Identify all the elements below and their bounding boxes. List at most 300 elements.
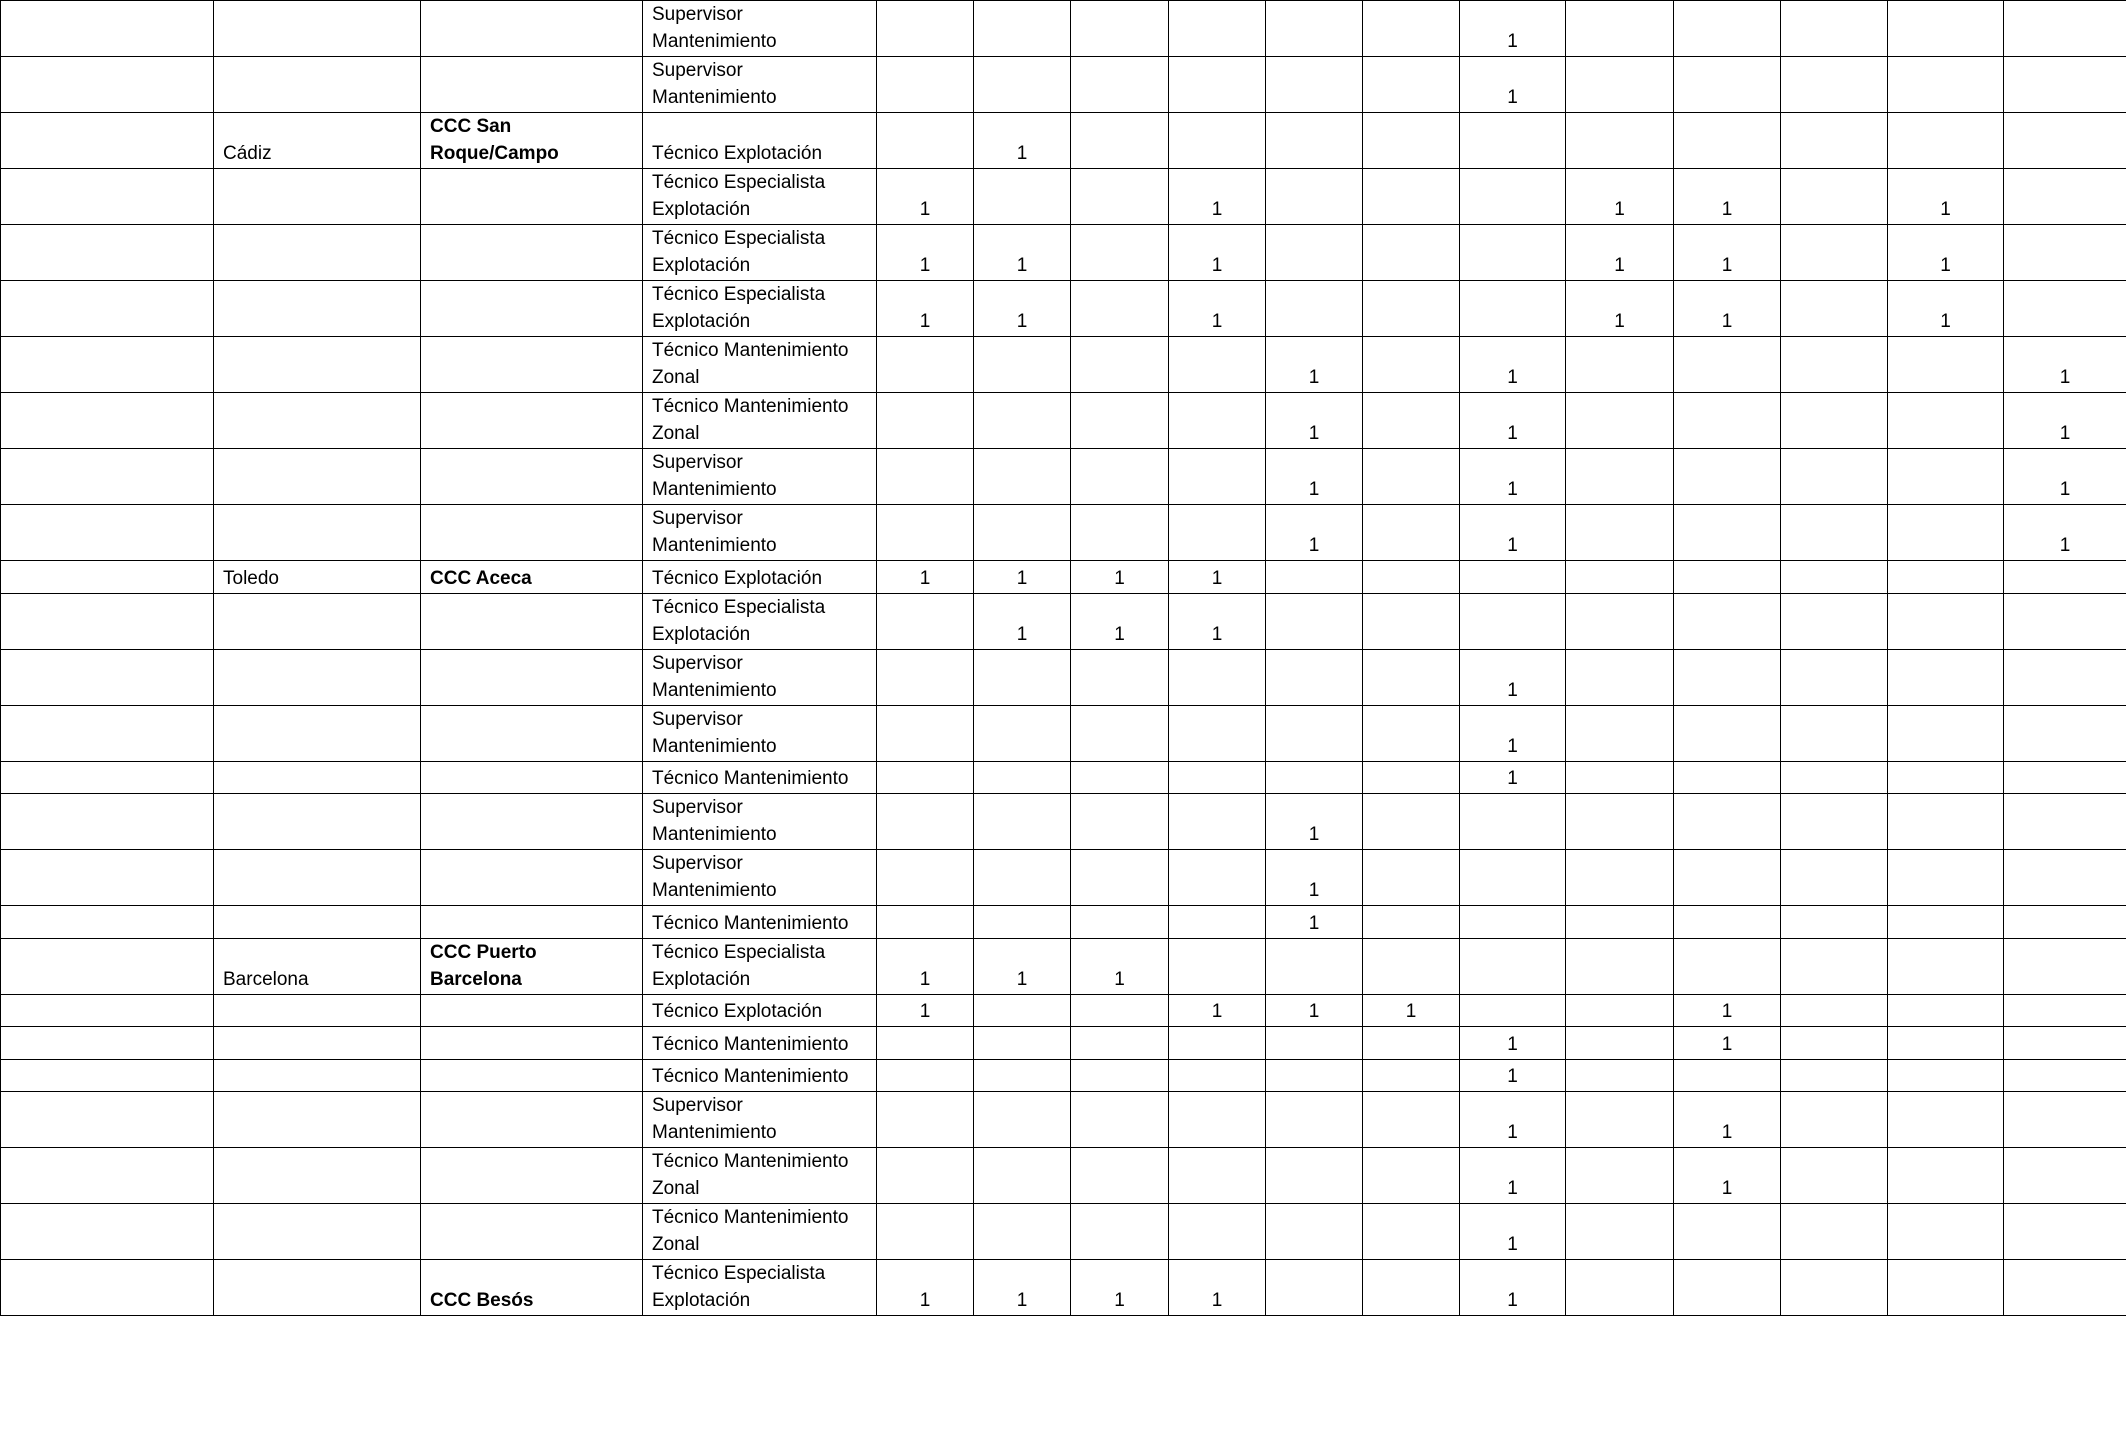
region-cell [214, 761, 421, 794]
region-cell [214, 1148, 421, 1204]
value-cell [1071, 994, 1169, 1027]
role-cell: Supervisor Mantenimiento [643, 505, 877, 561]
value-cell [1363, 850, 1460, 906]
plant-cell [421, 281, 643, 337]
value-cell: 1 [1460, 393, 1566, 449]
value-cell [1566, 113, 1674, 169]
blank-cell [1, 705, 214, 761]
table-row [1, 1092, 2126, 1148]
value-cell [1781, 561, 1888, 594]
value-cell [1888, 649, 2004, 705]
value-cell [1674, 1059, 1781, 1092]
value-cell [1888, 561, 2004, 594]
value-cell: 1 [1266, 850, 1363, 906]
value-cell [1781, 449, 1888, 505]
value-cell: 1 [1169, 593, 1266, 649]
value-cell [1363, 761, 1460, 794]
value-cell [2004, 1204, 2126, 1260]
value-cell [1674, 393, 1781, 449]
value-cell [1460, 225, 1566, 281]
plant-cell [421, 1027, 643, 1060]
value-cell: 1 [974, 561, 1071, 594]
role-cell: Técnico Explotación [643, 561, 877, 594]
role-cell: Técnico Especialista Explotación [643, 281, 877, 337]
value-cell [1363, 1059, 1460, 1092]
region-cell [214, 1204, 421, 1260]
blank-cell [1, 906, 214, 939]
value-cell: 1 [877, 225, 974, 281]
value-cell [1071, 505, 1169, 561]
value-cell [1781, 794, 1888, 850]
value-cell: 1 [1674, 1092, 1781, 1148]
value-cell [1888, 1148, 2004, 1204]
value-cell: 1 [1674, 1027, 1781, 1060]
value-cell [1781, 393, 1888, 449]
blank-cell [1, 794, 214, 850]
value-cell [877, 1148, 974, 1204]
role-cell: Supervisor Mantenimiento [643, 850, 877, 906]
value-cell [1674, 1, 1781, 57]
value-cell [1674, 593, 1781, 649]
value-cell [1888, 57, 2004, 113]
role-cell: Supervisor Mantenimiento [643, 794, 877, 850]
value-cell [1266, 1204, 1363, 1260]
value-cell [1169, 761, 1266, 794]
value-cell: 1 [1460, 1260, 1566, 1316]
region-cell [214, 1059, 421, 1092]
value-cell [1071, 449, 1169, 505]
value-cell: 1 [1363, 994, 1460, 1027]
value-cell [1674, 561, 1781, 594]
blank-cell [1, 561, 214, 594]
value-cell: 1 [877, 994, 974, 1027]
value-cell [1781, 705, 1888, 761]
plant-cell [421, 1204, 643, 1260]
blank-cell [1, 1, 214, 57]
blank-cell [1, 281, 214, 337]
value-cell [1071, 1027, 1169, 1060]
region-cell [214, 337, 421, 393]
value-cell [1888, 1204, 2004, 1260]
value-cell [877, 649, 974, 705]
value-cell [2004, 281, 2126, 337]
value-cell [1071, 225, 1169, 281]
value-cell [2004, 561, 2126, 594]
value-cell: 1 [2004, 449, 2126, 505]
value-cell [877, 337, 974, 393]
value-cell [1888, 794, 2004, 850]
value-cell [1071, 337, 1169, 393]
value-cell [877, 1092, 974, 1148]
plant-cell [421, 169, 643, 225]
value-cell [1566, 761, 1674, 794]
region-cell [214, 449, 421, 505]
value-cell [1460, 113, 1566, 169]
value-cell [1266, 113, 1363, 169]
role-cell: Técnico Especialista Explotación [643, 938, 877, 994]
table-row [1, 449, 2126, 505]
value-cell: 1 [2004, 505, 2126, 561]
value-cell: 1 [1460, 1059, 1566, 1092]
role-cell: Técnico Mantenimiento Zonal [643, 337, 877, 393]
value-cell: 1 [1674, 169, 1781, 225]
value-cell [1460, 794, 1566, 850]
value-cell [1781, 113, 1888, 169]
value-cell [1888, 1, 2004, 57]
value-cell: 1 [974, 938, 1071, 994]
plant-cell [421, 649, 643, 705]
value-cell: 1 [1460, 57, 1566, 113]
value-cell [1566, 705, 1674, 761]
value-cell [1460, 169, 1566, 225]
value-cell [1674, 449, 1781, 505]
value-cell [974, 761, 1071, 794]
value-cell [974, 505, 1071, 561]
value-cell [2004, 1148, 2126, 1204]
value-cell [1363, 1260, 1460, 1316]
region-cell [214, 1092, 421, 1148]
value-cell [1266, 1092, 1363, 1148]
value-cell [1566, 393, 1674, 449]
table-row [1, 1, 2126, 57]
value-cell [1169, 794, 1266, 850]
role-cell: Técnico Mantenimiento [643, 906, 877, 939]
value-cell [1266, 761, 1363, 794]
region-cell [214, 1, 421, 57]
value-cell [1363, 113, 1460, 169]
value-cell [1169, 1027, 1266, 1060]
value-cell [1566, 1092, 1674, 1148]
value-cell [974, 449, 1071, 505]
region-cell [214, 169, 421, 225]
value-cell: 1 [1460, 505, 1566, 561]
value-cell [1460, 281, 1566, 337]
value-cell: 1 [1169, 169, 1266, 225]
plant-cell [421, 1148, 643, 1204]
value-cell [1566, 449, 1674, 505]
value-cell [1674, 113, 1781, 169]
value-cell [1169, 938, 1266, 994]
value-cell [1460, 906, 1566, 939]
value-cell [974, 705, 1071, 761]
value-cell: 1 [2004, 337, 2126, 393]
role-cell: Técnico Mantenimiento [643, 1027, 877, 1060]
value-cell [1363, 169, 1460, 225]
value-cell [1674, 505, 1781, 561]
table-row [1, 705, 2126, 761]
value-cell [1888, 1027, 2004, 1060]
table-row [1, 794, 2126, 850]
value-cell [974, 393, 1071, 449]
value-cell [2004, 761, 2126, 794]
value-cell [2004, 794, 2126, 850]
value-cell [1674, 938, 1781, 994]
role-cell: Técnico Mantenimiento Zonal [643, 1204, 877, 1260]
plant-cell: CCC Besós [421, 1260, 643, 1316]
value-cell [1266, 57, 1363, 113]
value-cell [2004, 1, 2126, 57]
region-cell [214, 393, 421, 449]
plant-cell [421, 57, 643, 113]
value-cell: 1 [1266, 449, 1363, 505]
value-cell: 1 [1888, 225, 2004, 281]
value-cell: 1 [1888, 169, 2004, 225]
value-cell: 1 [1266, 794, 1363, 850]
value-cell [2004, 649, 2126, 705]
value-cell [1363, 1027, 1460, 1060]
table-row [1, 938, 2126, 994]
table-row [1, 649, 2126, 705]
value-cell [1169, 850, 1266, 906]
value-cell [1071, 1, 1169, 57]
value-cell [1566, 505, 1674, 561]
value-cell [1071, 794, 1169, 850]
value-cell: 1 [1460, 1, 1566, 57]
value-cell [1071, 1059, 1169, 1092]
value-cell [1363, 1148, 1460, 1204]
value-cell [1566, 1148, 1674, 1204]
value-cell [1566, 337, 1674, 393]
value-cell [2004, 113, 2126, 169]
value-cell [2004, 1027, 2126, 1060]
value-cell [1888, 761, 2004, 794]
value-cell [1888, 906, 2004, 939]
plant-cell [421, 593, 643, 649]
value-cell [1266, 1260, 1363, 1316]
value-cell [1071, 169, 1169, 225]
value-cell [1363, 505, 1460, 561]
value-cell [1169, 906, 1266, 939]
value-cell [1888, 705, 2004, 761]
value-cell [1674, 1204, 1781, 1260]
value-cell [974, 794, 1071, 850]
value-cell [1363, 649, 1460, 705]
value-cell [1566, 649, 1674, 705]
value-cell [1888, 337, 2004, 393]
value-cell: 1 [1674, 225, 1781, 281]
value-cell [2004, 906, 2126, 939]
value-cell [1363, 705, 1460, 761]
blank-cell [1, 505, 214, 561]
value-cell [1781, 57, 1888, 113]
value-cell [1888, 1092, 2004, 1148]
value-cell [1363, 1204, 1460, 1260]
value-cell [1071, 113, 1169, 169]
region-cell [214, 281, 421, 337]
value-cell [1266, 1027, 1363, 1060]
role-cell: Técnico Mantenimiento [643, 761, 877, 794]
table-row [1, 225, 2126, 281]
value-cell [974, 649, 1071, 705]
role-cell: Supervisor Mantenimiento [643, 649, 877, 705]
region-cell [214, 906, 421, 939]
value-cell [877, 794, 974, 850]
plant-cell: CCC Aceca [421, 561, 643, 594]
value-cell [1071, 850, 1169, 906]
region-cell [214, 1027, 421, 1060]
value-cell [1781, 1204, 1888, 1260]
value-cell [2004, 938, 2126, 994]
blank-cell [1, 1092, 214, 1148]
table-row [1, 337, 2126, 393]
value-cell [1363, 1, 1460, 57]
role-cell: Técnico Explotación [643, 113, 877, 169]
value-cell [1071, 906, 1169, 939]
value-cell [1460, 994, 1566, 1027]
region-cell [214, 225, 421, 281]
value-cell: 1 [1674, 281, 1781, 337]
value-cell [1460, 561, 1566, 594]
region-cell: Toledo [214, 561, 421, 594]
value-cell [1169, 449, 1266, 505]
value-cell [1674, 850, 1781, 906]
value-cell [1674, 794, 1781, 850]
table-row [1, 281, 2126, 337]
table-row [1, 393, 2126, 449]
value-cell [877, 906, 974, 939]
value-cell [2004, 1260, 2126, 1316]
value-cell [1071, 57, 1169, 113]
value-cell [1566, 906, 1674, 939]
plant-cell [421, 505, 643, 561]
value-cell [1266, 281, 1363, 337]
value-cell: 1 [1674, 1148, 1781, 1204]
value-cell [1169, 393, 1266, 449]
value-cell [1460, 850, 1566, 906]
plant-cell [421, 1, 643, 57]
value-cell [1169, 1148, 1266, 1204]
value-cell [1363, 561, 1460, 594]
value-cell [877, 593, 974, 649]
value-cell [1266, 649, 1363, 705]
blank-cell [1, 57, 214, 113]
value-cell: 1 [1071, 1260, 1169, 1316]
value-cell [877, 1204, 974, 1260]
value-cell [2004, 225, 2126, 281]
value-cell: 1 [1266, 393, 1363, 449]
value-cell [877, 113, 974, 169]
region-cell: Cádiz [214, 113, 421, 169]
plant-cell [421, 850, 643, 906]
value-cell: 1 [1566, 169, 1674, 225]
value-cell [1169, 337, 1266, 393]
value-cell: 1 [1674, 994, 1781, 1027]
value-cell [2004, 850, 2126, 906]
value-cell [877, 1, 974, 57]
value-cell [1266, 593, 1363, 649]
table-row [1, 1260, 2126, 1316]
value-cell [1781, 169, 1888, 225]
value-cell: 1 [1460, 705, 1566, 761]
value-cell [1781, 281, 1888, 337]
value-cell [974, 1148, 1071, 1204]
plant-cell [421, 761, 643, 794]
value-cell [1781, 850, 1888, 906]
value-cell [1888, 850, 2004, 906]
value-cell [877, 1027, 974, 1060]
value-cell [1566, 938, 1674, 994]
role-cell: Técnico Especialista Explotación [643, 225, 877, 281]
value-cell [974, 994, 1071, 1027]
plant-cell [421, 225, 643, 281]
value-cell [1781, 994, 1888, 1027]
value-cell [2004, 1092, 2126, 1148]
value-cell: 1 [974, 593, 1071, 649]
value-cell: 1 [974, 1260, 1071, 1316]
region-cell [214, 57, 421, 113]
value-cell [1363, 225, 1460, 281]
value-cell [1781, 1092, 1888, 1148]
value-cell [2004, 1059, 2126, 1092]
value-cell [1566, 1204, 1674, 1260]
value-cell [1460, 593, 1566, 649]
value-cell: 1 [1169, 281, 1266, 337]
value-cell: 1 [1169, 1260, 1266, 1316]
blank-cell [1, 1204, 214, 1260]
value-cell: 1 [1071, 593, 1169, 649]
region-cell [214, 850, 421, 906]
value-cell [974, 1059, 1071, 1092]
value-cell [1566, 57, 1674, 113]
value-cell [1674, 705, 1781, 761]
value-cell [1781, 761, 1888, 794]
value-cell [1169, 1204, 1266, 1260]
value-cell [1781, 906, 1888, 939]
value-cell: 1 [1566, 281, 1674, 337]
value-cell [877, 1059, 974, 1092]
value-cell [1566, 1260, 1674, 1316]
plant-cell: CCC Puerto Barcelona [421, 938, 643, 994]
role-cell: Técnico Especialista Explotación [643, 593, 877, 649]
value-cell [974, 1027, 1071, 1060]
value-cell [1363, 393, 1460, 449]
role-cell: Técnico Especialista Explotación [643, 1260, 877, 1316]
value-cell: 1 [877, 1260, 974, 1316]
value-cell [1888, 938, 2004, 994]
value-cell: 1 [974, 225, 1071, 281]
value-cell: 1 [1266, 337, 1363, 393]
region-cell [214, 505, 421, 561]
table-row [1, 113, 2126, 169]
value-cell [1781, 1027, 1888, 1060]
plant-cell [421, 393, 643, 449]
value-cell [1781, 225, 1888, 281]
table-row [1, 850, 2126, 906]
table-row [1, 1059, 2126, 1092]
blank-cell [1, 938, 214, 994]
value-cell [1071, 1092, 1169, 1148]
table-row [1, 169, 2126, 225]
value-cell [974, 57, 1071, 113]
value-cell [1566, 1027, 1674, 1060]
value-cell: 1 [877, 281, 974, 337]
table-row [1, 906, 2126, 939]
value-cell [1888, 393, 2004, 449]
role-cell: Técnico Especialista Explotación [643, 169, 877, 225]
value-cell [2004, 169, 2126, 225]
value-cell [877, 57, 974, 113]
value-cell [2004, 593, 2126, 649]
value-cell [1363, 593, 1460, 649]
value-cell [1266, 1059, 1363, 1092]
plant-cell [421, 337, 643, 393]
plant-cell [421, 794, 643, 850]
value-cell [1888, 593, 2004, 649]
value-cell [2004, 705, 2126, 761]
value-cell: 1 [877, 561, 974, 594]
region-cell [214, 1260, 421, 1316]
table-row [1, 1204, 2126, 1260]
